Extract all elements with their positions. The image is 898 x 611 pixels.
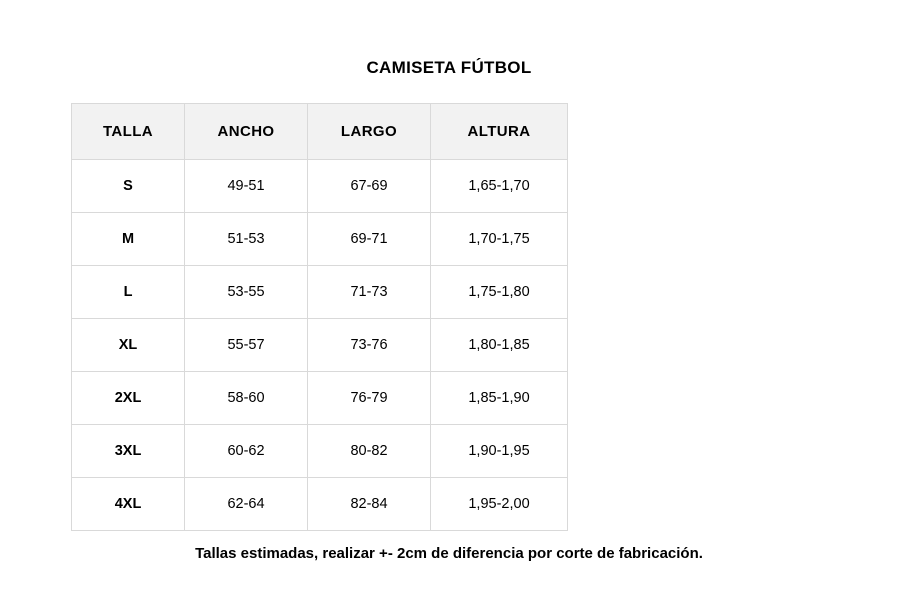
cell-largo: 67-69 [308,160,431,213]
column-header-largo: LARGO [308,104,431,160]
cell-ancho: 58-60 [185,372,308,425]
size-table [71,103,568,531]
cell-altura: 1,70-1,75 [431,213,568,266]
cell-largo: 80-82 [308,425,431,478]
cell-largo: 71-73 [308,266,431,319]
cell-ancho: 51-53 [185,213,308,266]
cell-talla: S [72,160,185,213]
footnote-text: Tallas estimadas, realizar +- 2cm de diferencia por corte de fabricación. [195,545,703,562]
table-row [72,160,568,213]
size-table-container [71,103,567,531]
cell-altura: 1,80-1,85 [431,319,568,372]
cell-talla: 2XL [72,372,185,425]
table-row [72,266,568,319]
cell-talla: L [72,266,185,319]
cell-largo: 69-71 [308,213,431,266]
page-title: CAMISETA FÚTBOL [366,58,532,77]
column-header-talla: TALLA [72,104,185,160]
cell-ancho: 55-57 [185,319,308,372]
table-row [72,478,568,531]
cell-talla: 4XL [72,478,185,531]
cell-altura: 1,90-1,95 [431,425,568,478]
cell-talla: 3XL [72,425,185,478]
cell-altura: 1,75-1,80 [431,266,568,319]
cell-largo: 82-84 [308,478,431,531]
cell-ancho: 53-55 [185,266,308,319]
cell-altura: 1,85-1,90 [431,372,568,425]
cell-ancho: 60-62 [185,425,308,478]
cell-largo: 76-79 [308,372,431,425]
cell-largo: 73-76 [308,319,431,372]
table-header-row [72,104,568,160]
cell-altura: 1,65-1,70 [431,160,568,213]
cell-ancho: 49-51 [185,160,308,213]
table-row [72,425,568,478]
column-header-ancho: ANCHO [185,104,308,160]
cell-altura: 1,95-2,00 [431,478,568,531]
cell-talla: M [72,213,185,266]
cell-ancho: 62-64 [185,478,308,531]
table-row [72,372,568,425]
table-header [72,104,568,160]
cell-talla: XL [72,319,185,372]
table-row [72,213,568,266]
table-body [72,160,568,531]
column-header-altura: ALTURA [431,104,568,160]
table-row [72,319,568,372]
